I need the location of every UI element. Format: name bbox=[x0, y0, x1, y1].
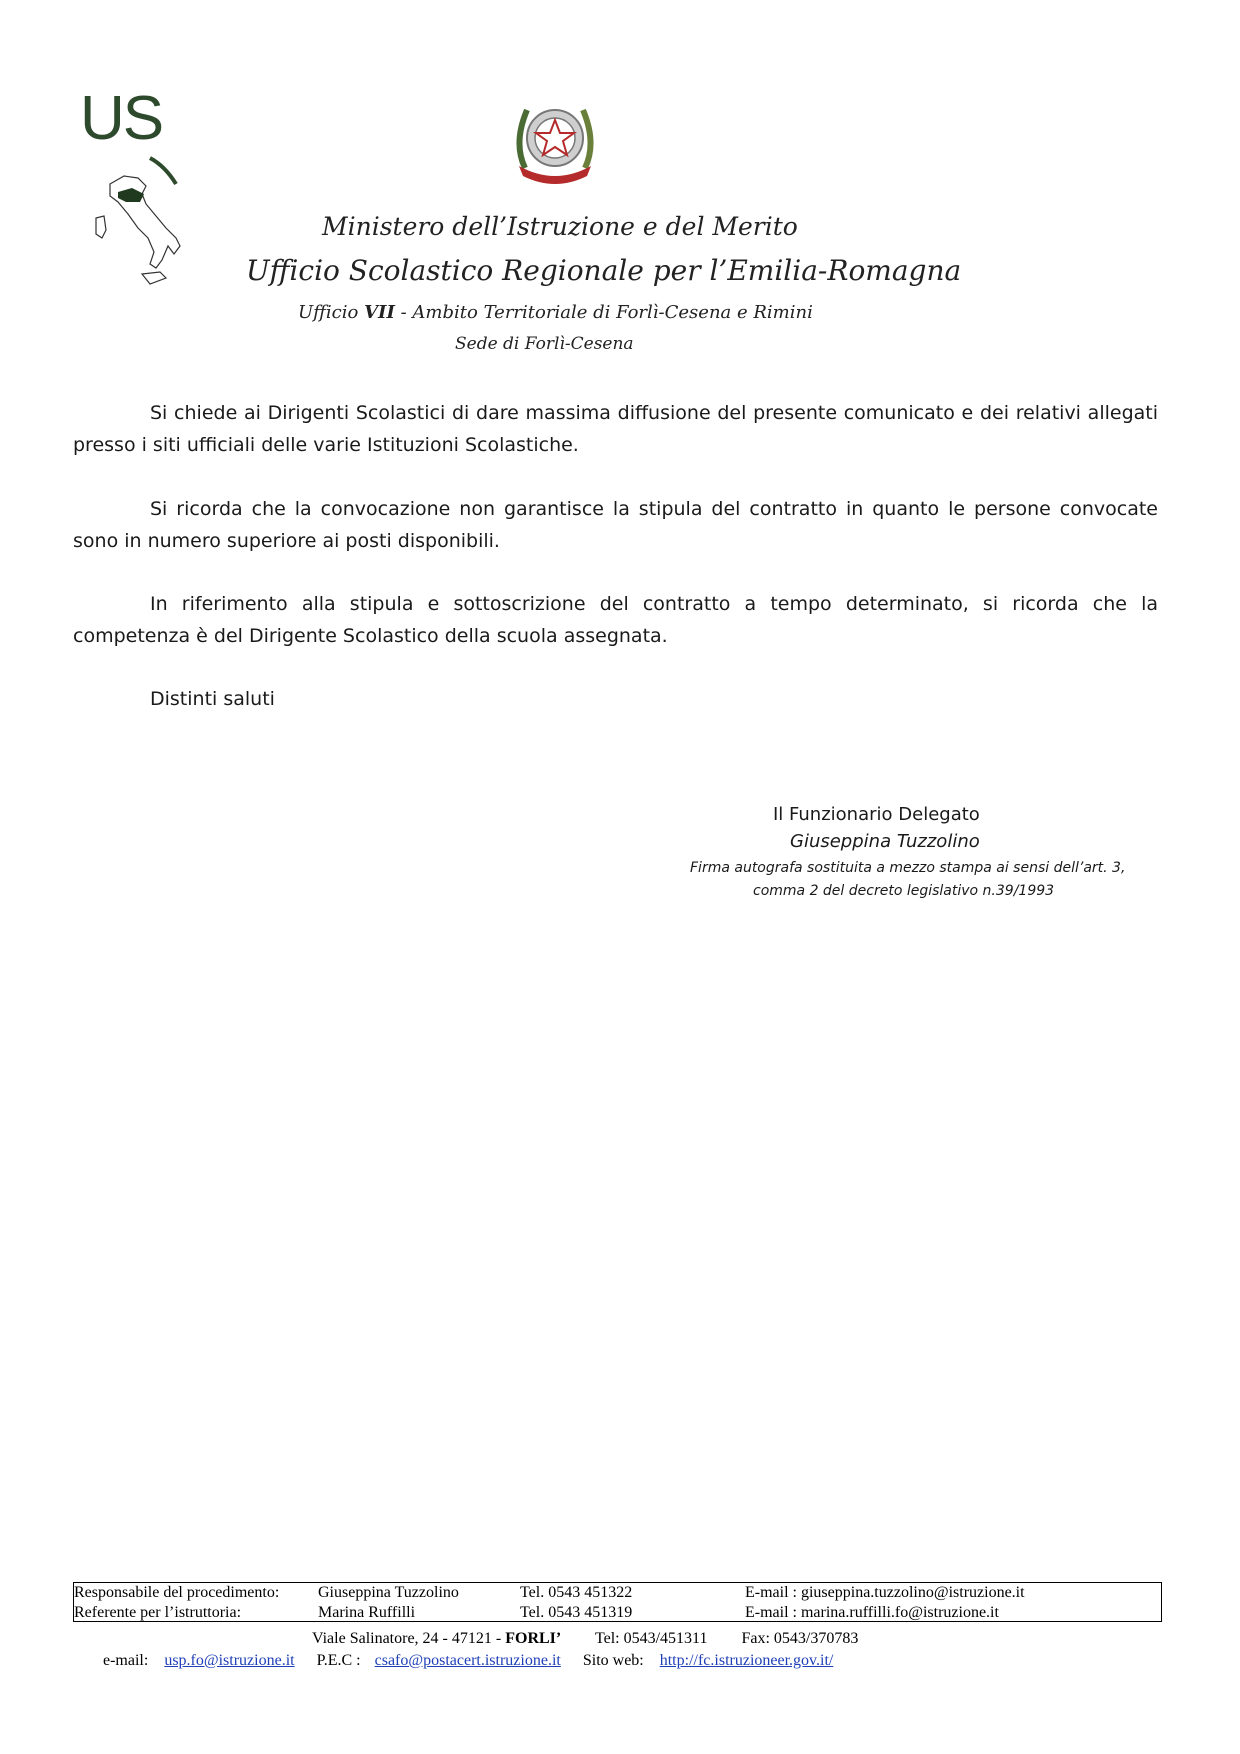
footer-pec-label: P.E.C : bbox=[316, 1652, 361, 1669]
usr-logo bbox=[80, 84, 200, 288]
footer-row2-label: Referente per l’istruttoria: bbox=[74, 1604, 242, 1621]
usr-logo-text: US bbox=[80, 84, 163, 153]
paragraph-2-text: Si ricorda che la convocazione non garantisce la stipula del contratto in quanto le persone convocate sono in numero superiore ai posti disponibili. bbox=[73, 498, 1158, 552]
footer-address-city: FORLI’ bbox=[505, 1630, 562, 1647]
office-unit-rest: - Ambito Territoriale di Forlì-Cesena e Rimini bbox=[394, 302, 813, 323]
footer-address bbox=[312, 1630, 858, 1648]
office-unit-number: VII bbox=[364, 302, 395, 323]
italian-republic-emblem bbox=[505, 88, 605, 188]
footer-links bbox=[103, 1652, 833, 1670]
footer-row1-email: E-mail : giuseppina.tuzzolino@istruzione.it bbox=[745, 1584, 1025, 1601]
footer-row1-tel: Tel. 0543 451322 bbox=[520, 1584, 633, 1601]
signature-role: Il Funzionario Delegato bbox=[773, 804, 980, 825]
footer-row1-name: Giuseppina Tuzzolino bbox=[318, 1584, 459, 1601]
footer-site-link[interactable]: http://fc.istruzioneer.gov.it/ bbox=[659, 1652, 834, 1669]
footer-address-street: Viale Salinatore, 24 - 47121 - bbox=[312, 1630, 506, 1647]
signature-note-line-2: comma 2 del decreto legislativo n.39/1993 bbox=[753, 883, 1055, 899]
ministry-name: Ministero dell’Istruzione e del Merito bbox=[322, 212, 798, 241]
italy-map-icon bbox=[80, 84, 200, 288]
footer-row2-email: E-mail : marina.ruffilli.fo@istruzione.it bbox=[745, 1604, 999, 1621]
footer-pec-link[interactable]: csafo@postacert.istruzione.it bbox=[374, 1652, 561, 1669]
paragraph-3 bbox=[73, 588, 1158, 652]
office-seat: Sede di Forlì-Cesena bbox=[455, 334, 634, 354]
footer-email-link[interactable]: usp.fo@istruzione.it bbox=[164, 1652, 295, 1669]
footer-email-label: e-mail: bbox=[103, 1652, 149, 1669]
closing-text: Distinti saluti bbox=[150, 688, 275, 710]
footer-address-tel: Tel: 0543/451311 bbox=[594, 1630, 708, 1647]
office-unit-prefix: Ufficio bbox=[298, 302, 359, 323]
paragraph-1 bbox=[73, 397, 1158, 461]
signature-name: Giuseppina Tuzzolino bbox=[790, 831, 980, 852]
footer-row1-label: Responsabile del procedimento: bbox=[74, 1584, 280, 1601]
paragraph-2 bbox=[73, 493, 1158, 557]
footer-row2-tel: Tel. 0543 451319 bbox=[520, 1604, 633, 1621]
footer-row2-name: Marina Ruffilli bbox=[318, 1604, 416, 1621]
footer-address-fax: Fax: 0543/370783 bbox=[741, 1630, 859, 1647]
regional-office-name: Ufficio Scolastico Regionale per l’Emilia-Romagna bbox=[246, 254, 962, 287]
footer-site-label: Sito web: bbox=[582, 1652, 644, 1669]
signature-note-line-1: Firma autografa sostituita a mezzo stampa ai sensi dell’art. 3, bbox=[690, 860, 1126, 876]
office-unit bbox=[298, 302, 813, 323]
paragraph-1-text: Si chiede ai Dirigenti Scolastici di dare massima diffusione del presente comunicato e dei relativi allegati presso i siti ufficiali delle varie Istituzioni Scolastiche. bbox=[73, 402, 1158, 456]
paragraph-3-text: In riferimento alla stipula e sottoscrizione del contratto a tempo determinato, si ricorda che la competenza è del Dirigente Scolastico della scuola assegnata. bbox=[73, 593, 1158, 647]
